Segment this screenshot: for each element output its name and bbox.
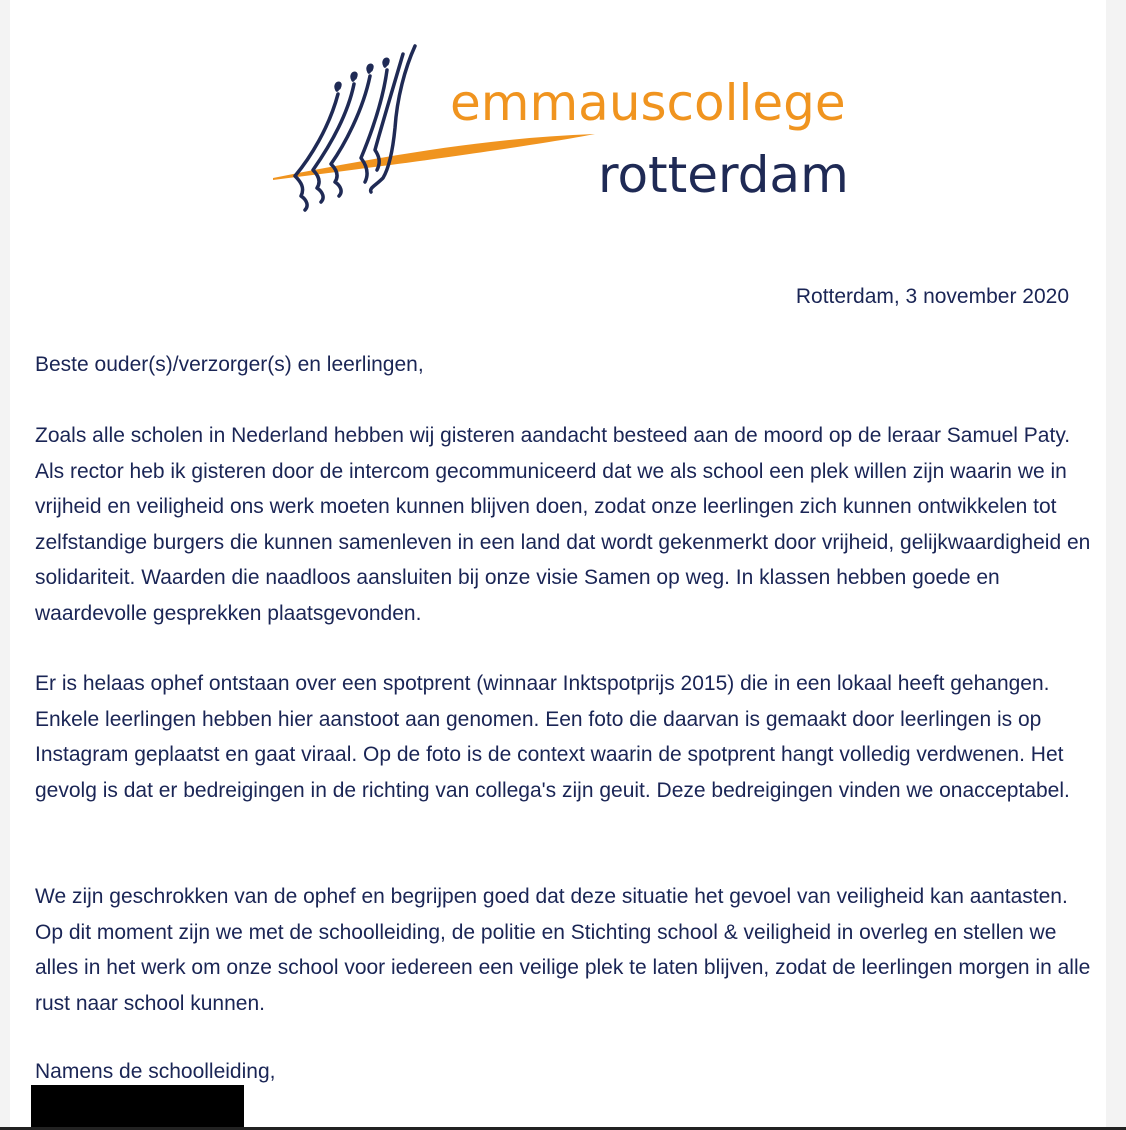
letter-paragraph-3: We zijn geschrokken van de ophef en begrijpen goed dat deze situatie het gevoel van veiligheid kan aantasten. Op dit moment zijn we met de schoolleiding, de politie en Stichting school & veiligheid in overleg en stellen we alles in het werk om onze school voor iedereen een veilige plek te laten blijven, zodat de leerlingen morgen in alle rust naar school kunnen. [35,885,1091,1015]
letter-page [10,0,1106,1130]
school-logo [265,38,885,218]
logo-wordmark-rotterdam: rotterdam [598,146,849,204]
logo-wordmark-emmauscollege: emmauscollege [450,74,846,132]
letter-closing: Namens de schoolleiding, [35,1060,276,1083]
letter-paragraph-2: Er is helaas ophef ontstaan over een spotprent (winnaar Inktspotprijs 2015) die in een lokaal heeft gehangen. Enkele leerlingen hebben hier aanstoot aan genomen. Een foto die daarvan is gemaakt door leerlingen is op Instagram geplaatst en gaat viraal. Op de foto is de context waarin de spotprent hangt volledig verdwenen. Het gevolg is dat er bedreigingen in de richting van collega's zijn geuit. Deze bedreigingen vinden we onacceptabel. [35,672,1070,802]
letter-salutation: Beste ouder(s)/verzorger(s) en leerlingen, [35,353,424,376]
letter-date: Rotterdam, 3 november 2020 [795,285,1069,308]
redacted-signature [31,1085,244,1130]
letter-paragraph-1: Zoals alle scholen in Nederland hebben wij gisteren aandacht besteed aan de moord op de leraar Samuel Paty. Als rector heb ik gisteren door de intercom gecommuniceerd dat we als school een plek willen zijn waarin we in vrijheid en veiligheid ons werk moeten kunnen blijven doen, zodat onze leerlingen zich kunnen ontwikkelen tot zelfstandige burgers die kunnen samenleven in een land dat wordt gekenmerkt door vrijheid, gelijkwaardigheid en solidariteit. Waarden die naadloos aansluiten bij onze visie Samen op weg. In klassen hebben goede en waardevolle gesprekken plaatsgevonden. [35,424,1091,625]
